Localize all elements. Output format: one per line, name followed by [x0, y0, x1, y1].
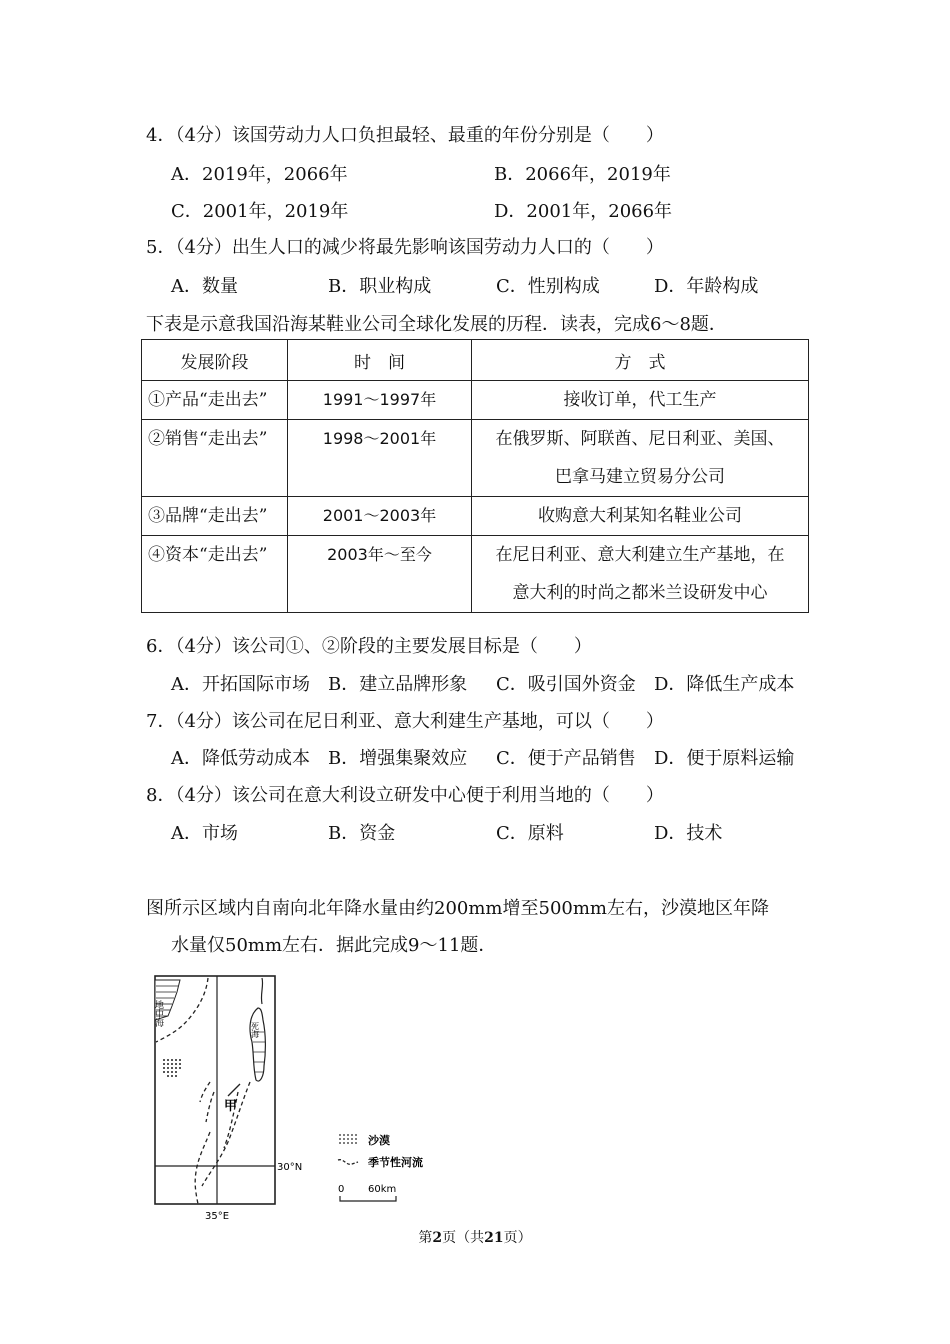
row3-method: 收购意大利某知名鞋业公司 — [538, 506, 742, 526]
row1-stage: ①产品“走出去” — [148, 390, 268, 410]
row3-stage: ③品牌“走出去” — [148, 506, 268, 526]
page-footer — [0, 1227, 950, 1247]
header-stage: 发展阶段 — [142, 340, 288, 381]
header-method: 方 式 — [472, 340, 809, 381]
mediterranean-label: 地中海 — [153, 1000, 163, 1027]
scale-distance: 60km — [368, 1184, 397, 1195]
row1-method: 接收订单，代工生产 — [563, 390, 717, 410]
q4-option-a: A．2019年，2066年 — [171, 164, 348, 185]
table-row — [142, 497, 809, 536]
dead-sea — [250, 1008, 265, 1081]
q5-option-b: B．职业构成 — [328, 276, 432, 297]
q8-option-d: D．技术 — [654, 823, 723, 844]
q6-option-c: C．吸引国外资金 — [496, 674, 636, 695]
q5-option-a: A．数量 — [171, 276, 238, 297]
dead-sea-label: 死海 — [250, 1022, 260, 1038]
footer-prefix: 第 — [418, 1230, 433, 1246]
row4-stage: ④资本“走出去” — [148, 545, 268, 565]
q7-option-b: B．增强集聚效应 — [328, 748, 468, 769]
legend-river-label: 季节性河流 — [368, 1156, 423, 1169]
row2-time: 1998～2001年 — [322, 429, 437, 448]
table-intro: 下表是示意我国沿海某鞋业公司全球化发展的历程．读表，完成6～8题． — [146, 314, 727, 335]
development-table — [141, 339, 809, 613]
q7-option-d: D．便于原料运输 — [654, 748, 795, 769]
table-row — [142, 420, 809, 497]
map-intro-line1: 图所示区域内自南向北年降水量由约200mm增至500mm左右，沙漠地区年降 — [146, 898, 769, 919]
table-header-row — [142, 340, 809, 381]
region-map — [150, 972, 450, 1222]
q4-option-b: B．2066年，2019年 — [494, 164, 671, 185]
header-time: 时 间 — [288, 340, 472, 381]
q7-stem: 7．（4分）该公司在尼日利亚、意大利建生产基地，可以（ ） — [146, 711, 664, 732]
row4-method-line2: 意大利的时尚之都米兰设研发中心 — [512, 583, 768, 603]
q6-option-d: D．降低生产成本 — [654, 674, 795, 695]
longitude-label: 35°E — [205, 1211, 230, 1222]
footer-total-pages: 21 — [484, 1230, 504, 1246]
map-intro-line2: 水量仅50mm左右．据此完成9～11题． — [171, 935, 497, 956]
table-row — [142, 536, 809, 613]
q4-option-c: C．2001年，2019年 — [171, 201, 349, 222]
legend-desert-label: 沙漠 — [368, 1134, 390, 1147]
table-row — [142, 381, 809, 420]
q7-option-a: A．降低劳动成本 — [171, 748, 310, 769]
q7-option-c: C．便于产品销售 — [496, 748, 636, 769]
q8-option-a: A．市场 — [171, 823, 238, 844]
footer-suffix: 页） — [503, 1230, 532, 1246]
q4-stem: 4．（4分）该国劳动力人口负担最轻、最重的年份分别是（ ） — [146, 125, 664, 146]
q4-option-d: D．2001年，2066年 — [494, 201, 673, 222]
footer-middle: 页（共 — [442, 1230, 485, 1246]
legend-river-swatch — [338, 1160, 358, 1165]
row4-method-line1: 在尼日利亚、意大利建立生产基地，在 — [495, 545, 785, 565]
q6-option-b: B．建立品牌形象 — [328, 674, 468, 695]
q5-stem: 5．（4分）出生人口的减少将最先影响该国劳动力人口的（ ） — [146, 237, 664, 258]
row3-time: 2001～2003年 — [322, 506, 437, 525]
q5-option-d: D．年龄构成 — [654, 276, 759, 297]
row4-time: 2003年～至今 — [327, 545, 432, 564]
desert-area — [163, 1059, 181, 1077]
q6-stem: 6．（4分）该公司①、②阶段的主要发展目标是（ ） — [146, 636, 592, 657]
row2-method-line2: 巴拿马建立贸易分公司 — [555, 467, 725, 487]
q5-option-c: C．性别构成 — [496, 276, 600, 297]
legend-desert-swatch — [339, 1134, 357, 1144]
row2-stage: ②销售“走出去” — [148, 429, 268, 449]
q8-stem: 8．（4分）该公司在意大利设立研发中心便于利用当地的（ ） — [146, 785, 664, 806]
row2-method-line1: 在俄罗斯、阿联酋、尼日利亚、美国、 — [495, 429, 785, 449]
place-label: 甲 — [224, 1099, 238, 1114]
q6-option-a: A．开拓国际市场 — [171, 674, 310, 695]
latitude-label: 30°N — [277, 1162, 303, 1173]
row1-time: 1991～1997年 — [322, 390, 437, 409]
footer-page-number: 2 — [432, 1230, 443, 1246]
scale-bar — [340, 1196, 396, 1201]
q8-option-c: C．原料 — [496, 823, 564, 844]
q8-option-b: B．资金 — [328, 823, 396, 844]
scale-zero: 0 — [338, 1184, 345, 1195]
